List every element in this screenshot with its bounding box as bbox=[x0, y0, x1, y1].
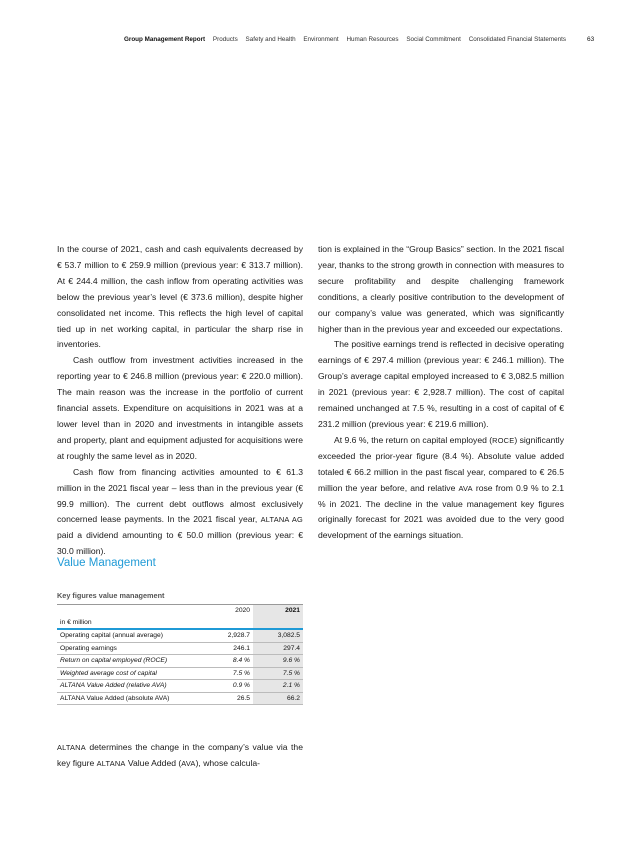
value-2021: 3,082.5 bbox=[253, 629, 303, 642]
table-row bbox=[57, 642, 303, 655]
nav-safety-and-health[interactable]: Safety and Health bbox=[245, 36, 296, 43]
text-span: Cash flow from financing activities amounted to € 61.3 million in the 2021 fiscal year – less than in the previous year (€ 99.9 million). The current debt outflows almost exclusively concerned lease payments. In the 2021 fiscal year, bbox=[57, 466, 303, 525]
nav-list bbox=[118, 36, 566, 43]
value-2020: 26.5 bbox=[203, 692, 253, 705]
nav-environment[interactable]: Environment bbox=[303, 36, 339, 43]
paragraph-earnings-trend: The positive earnings trend is reflected in decisive operating earnings of € 297.4 million (previous year: € 246.1 million). The Group’s average capital employed increased to € 3,082.5 million in 2021 (previous year: € 2,928.7 million). The cost of capital remained unchanged at 7.5 %, resulting in a cost of capital of € 231.2 million (previous year: € 219.6 million). bbox=[318, 339, 564, 429]
value-2021: 66.2 bbox=[253, 692, 303, 705]
text-span: ), whose calcula- bbox=[195, 757, 261, 768]
row-label: Weighted average cost of capital bbox=[57, 667, 203, 680]
bottom-paragraph bbox=[57, 740, 303, 772]
text-span: rose from 0.9 % to 2.1 % in 2021. The decline in the value management key figures originally forecast for 2021 was avoided due to the very good development of the earnings situation. bbox=[318, 482, 564, 541]
table-row bbox=[57, 692, 303, 705]
unit-empty bbox=[203, 617, 253, 630]
table-caption: Key figures value management bbox=[57, 591, 165, 600]
paragraph-investment-activities: Cash outflow from investment activities increased in the reporting year to € 246.8 million (previous year: € 220.0 million). The main reason was the increase in the portfolio of current financial assets. Expenditure on acquisitions in 2021 was at a lower level than in 2020 and investments in intangible assets and property, plant and equipment adjusted for acquisitions were at roughly the same level as in 2020. bbox=[57, 355, 303, 461]
table-row bbox=[57, 629, 303, 642]
top-navigation bbox=[0, 36, 634, 48]
table-unit-row bbox=[57, 617, 303, 630]
value-2021: 297.4 bbox=[253, 642, 303, 655]
text-span: Value Added ( bbox=[125, 757, 182, 768]
value-2020: 0.9 % bbox=[203, 680, 253, 693]
nav-products[interactable]: Products bbox=[212, 36, 238, 43]
abbr-ava: AVA bbox=[458, 483, 473, 493]
column-header-2021: 2021 bbox=[253, 605, 303, 617]
column-header-2020: 2020 bbox=[235, 607, 250, 615]
table-row bbox=[57, 667, 303, 680]
right-column bbox=[318, 242, 564, 544]
unit-empty bbox=[253, 617, 303, 630]
text-span: ) significantly exceeded the prior-year figure (8.4 %). Absolute value added totaled € 66.2 million in the past fiscal year, compared to € 26.5 million the year before, and relative bbox=[318, 434, 565, 493]
text-span: paid a dividend amounting to € 50.0 million (previous year: € 30.0 million). bbox=[57, 530, 303, 557]
row-label: Operating capital (annual average) bbox=[57, 629, 203, 642]
company-name: ALTANA bbox=[57, 743, 86, 752]
value-2020: 7.5 % bbox=[203, 667, 253, 680]
table-row bbox=[57, 655, 303, 668]
paragraph-financing-activities bbox=[57, 465, 303, 560]
value-2020: 2,928.7 bbox=[203, 629, 253, 642]
unit-label: in € million bbox=[57, 617, 203, 630]
paragraph-roce bbox=[318, 433, 564, 544]
key-figures-table-wrapper bbox=[57, 604, 303, 705]
company-name: ALTANA AG bbox=[260, 515, 303, 525]
value-2020: 246.1 bbox=[203, 642, 253, 655]
value-2021: 2.1 % bbox=[253, 680, 303, 693]
text-span: At 9.6 %, the return on capital employed ( bbox=[334, 434, 493, 445]
nav-consolidated-financial-statements[interactable]: Consolidated Financial Statements bbox=[468, 36, 566, 43]
nav-group-management-report[interactable]: Group Management Report bbox=[123, 36, 206, 43]
nav-social-commitment[interactable]: Social Commitment bbox=[406, 36, 461, 43]
row-label: ALTANA Value Added (relative AVA) bbox=[57, 680, 203, 693]
row-label: Return on capital employed (ROCE) bbox=[57, 655, 203, 668]
text-span: determines the change in the company’s value via the key figure bbox=[57, 742, 303, 768]
value-2021: 7.5 % bbox=[253, 667, 303, 680]
table-header-row bbox=[57, 605, 303, 617]
abbr-ava: AVA bbox=[181, 758, 196, 768]
row-label: Operating earnings bbox=[57, 642, 203, 655]
paragraph-group-basics: tion is explained in the “Group Basics” section. In the 2021 fiscal year, thanks to the strong growth in connection with measures to secure profitability and despite challenging framework conditions, a clearly positive contribution to the development of our company’s value was generated, which was significantly higher than in the previous year and exceeded our expectations. bbox=[318, 244, 564, 334]
company-name: ALTANA bbox=[96, 758, 126, 768]
row-label: ALTANA Value Added (absolute AVA) bbox=[57, 692, 203, 705]
value-2020: 8.4 % bbox=[203, 655, 253, 668]
table-header-empty bbox=[57, 605, 203, 617]
section-title: Value Management bbox=[57, 557, 156, 569]
paragraph-ava-intro bbox=[57, 740, 303, 772]
table-row bbox=[57, 680, 303, 693]
left-column bbox=[57, 242, 303, 560]
value-2021: 9.6 % bbox=[253, 655, 303, 668]
key-figures-table bbox=[57, 605, 303, 705]
paragraph-cash-equivalents: In the course of 2021, cash and cash equivalents decreased by € 53.7 million to € 259.9 million (previous year: € 313.7 million). At € 244.4 million, the cash inflow from operating activities was below the previous year’s level (€ 373.6 million), despite higher consolidated net income. This reflects the high level of capital tied up in net working capital, in particular the sharp rise in inventories. bbox=[57, 244, 303, 350]
nav-human-resources[interactable]: Human Resources bbox=[346, 36, 399, 43]
page-number: 63 bbox=[587, 36, 595, 43]
abbr-roce: ROCE bbox=[492, 435, 515, 445]
